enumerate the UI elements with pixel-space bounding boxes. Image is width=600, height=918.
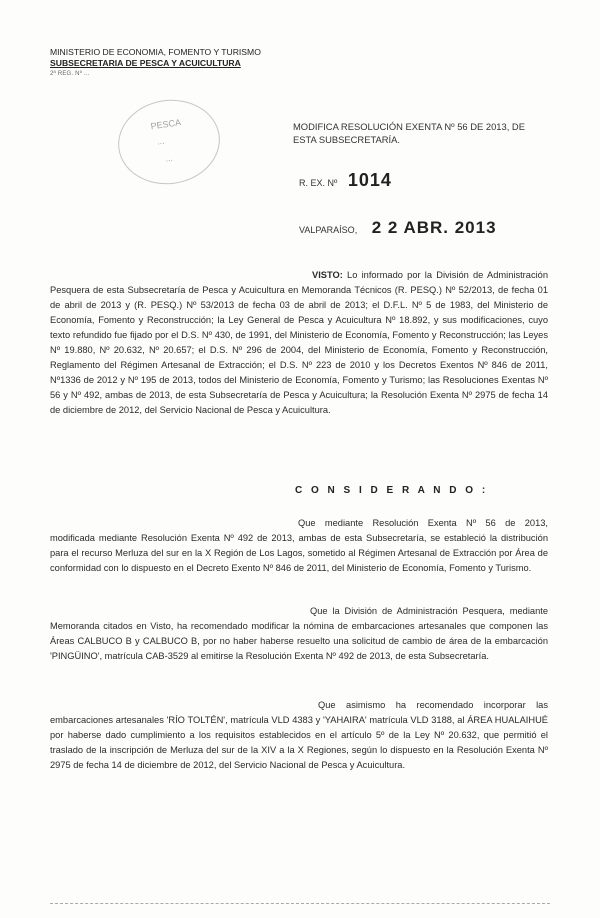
date-place: VALPARAÍSO, [299, 225, 358, 235]
date-block [299, 218, 497, 238]
considerando-heading: C O N S I D E R A N D O : [295, 485, 489, 496]
registry-note: 2ª REG. Nº ... [50, 71, 90, 77]
subsecretaria-name: SUBSECRETARIA DE PESCA Y ACUICULTURA [50, 58, 241, 68]
document-title [293, 120, 525, 146]
visto-paragraph [50, 268, 548, 418]
resolution-label: R. EX. Nº [299, 178, 338, 188]
stamp-line-3: ... [164, 152, 174, 164]
considerando-paragraph-3: Que asimismo ha recomendado incorporar las embarcaciones artesanales 'RÍO TOLTÉN', matrícula VLD 4383 y 'YAHAIRA' matrícula VLD 3188, al ÁREA HUALAIHUÉ por haberse dado cumplimiento a los requisitos establecidos en el artículo 5º de la Ley Nº 20.632, que permitió el traslado de la inscripción de Merluza del sur de la XIV a la X Regiones, según lo dispuesto en la Resolución Exenta Nº 2975 de fecha 14 de diciembre de 2012, del Servicio Nacional de Pesca y Acuicultura. [50, 700, 548, 770]
considerando-paragraph-1: Que mediante Resolución Exenta Nº 56 de 2013, modificada mediante Resolución Exenta Nº 492 de 2013, ambas de esta Subsecretaría, se estableció la distribución para el recurso Merluza del sur en la X Región de Los Lagos, sometido al Régimen Artesanal de Extracción por Área de conformidad con lo dispuesto en el Decreto Exento Nº 846 de 2011, del Ministerio de Economía, Fomento y Turismo. [50, 518, 548, 573]
resolution-number-block [299, 170, 392, 191]
visto-label: VISTO: [312, 270, 343, 280]
letterhead [50, 47, 261, 80]
official-stamp [113, 93, 226, 190]
ministry-name: MINISTERIO DE ECONOMIA, FOMENTO Y TURISMO [50, 47, 261, 57]
stamp-line-1: PESCA [149, 117, 182, 132]
title-line-1: MODIFICA RESOLUCIÓN EXENTA Nº 56 DE 2013, DE [293, 121, 525, 132]
date-value: 2 2 ABR. 2013 [371, 218, 497, 237]
title-line-2: ESTA SUBSECRETARÍA. [293, 134, 400, 145]
resolution-number: 1014 [347, 170, 392, 190]
visto-text: Lo informado por la División de Administración Pesquera de esta Subsecretaría de Pesca y Acuicultura en Memoranda Técnicos (R. PESQ.) Nº 52/2013, de fecha 01 de abril de 2013 y (R. PESQ.) Nº 53/2013 de fecha 03 de abril de 2013; el D.F.L. Nº 5 de 1983, del Ministerio de Economía, Fomento y Reconstrucción; la Ley General de Pesca y Acuicultura Nº 18.892, y sus modificaciones, cuyo texto refundido fue fijado por el D.S. Nº 430, de 1991, del Ministerio de Economía, Fomento y Reconstrucción; las Leyes Nº 19.880, Nº 20.632, Nº 20.657; el D.S. Nº 296 de 2004, del Ministerio de Economía, Fomento y Reconstrucción, Reglamento del Régimen Artesanal de Extracción; el D.S. Nº 223 de 2010 y los Decretos Exentos Nº 846 de 2011, Nº1336 de 2012 y Nº 195 de 2013, todos del Ministerio de Economía, Fomento y Turismo; las Resoluciones Exentas Nº 56 y Nº 492, ambas de 2013, de esta Subsecretaría de Pesca y Acuicultura; la Resolución Exenta Nº 2975 de fecha 14 de diciembre de 2012, del Servicio Nacional de Pesca y Acuicultura. [50, 270, 548, 415]
stamp-line-2: ... [156, 135, 165, 147]
considerando-paragraph-2: Que la División de Administración Pesquera, mediante Memoranda citados en Visto, ha recomendado modificar la nómina de embarcaciones artesanales que componen las Áreas CALBUCO B y CALBUCO B, por no haber haberse resuelto una solicitud de cambio de área de la embarcación 'PINGÜINO', matrícula CAB-3529 al emitirse la Resolución Exenta Nº 492 de 2013, de esta Subsecretaría. [50, 606, 548, 661]
footer-divider [50, 903, 550, 904]
